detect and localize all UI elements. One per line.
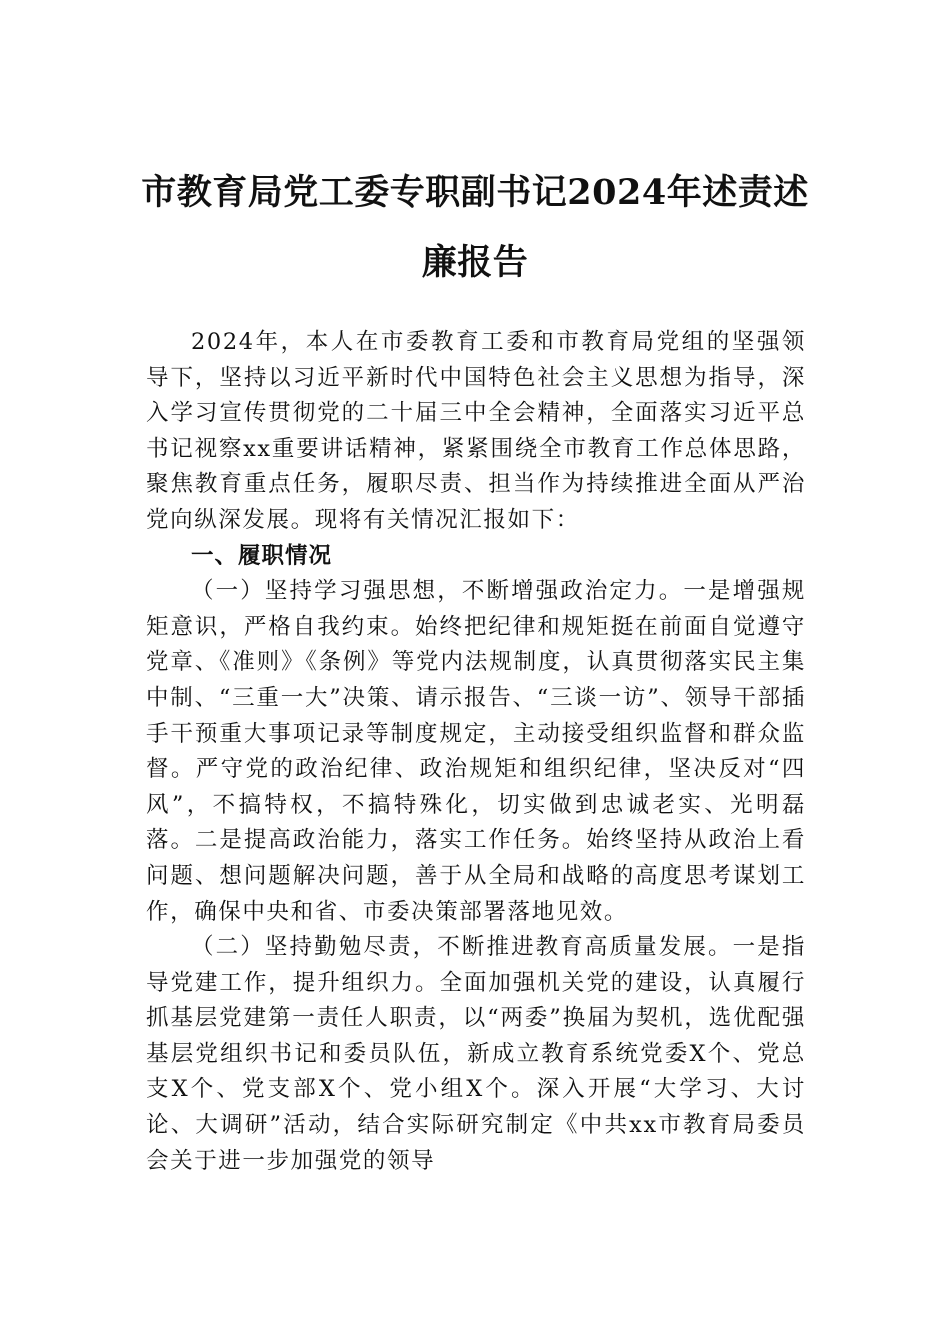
body-paragraph: （一）坚持学习强思想，不断增强政治定力。一是增强规矩意识，严格自我约束。始终把纪律和规矩挺在前面自觉遵守党章、《准则》《条例》等党内法规制度，认真贯彻落实民主集中制、“三重一大”决策、请示报告、“三谈一访”、领导干部插手干预重大事项记录等制度规定，主动接受组织监督和群众监督。严守党的政治纪律、政治规矩和组织纪律，坚决反对“四风”，不搞特权，不搞特殊化，切实做到忠诚老实、光明磊落。二是提高政治能力，落实工作任务。始终坚持从政治上看问题、想问题解决问题，善于从全局和战略的高度思考谋划工作，确保中央和省、市委决策部署落地见效。 (146, 578, 806, 925)
section-heading: 一、履职情况 (191, 542, 333, 569)
document-body (146, 325, 806, 1179)
intro-paragraph: 2024年，本人在市委教育工委和市教育局党组的坚强领导下，坚持以习近平新时代中国特色社会主义思想为指导，深入学习宣传贯彻党的二十届三中全会精神，全面落实习近平总书记视察xx重要讲话精神，紧紧围绕全市教育工作总体思路，聚焦教育重点任务，履职尽责、担当作为持续推进全面从严治党向纵深发展。现将有关情况汇报如下： (146, 329, 806, 533)
body-paragraph: （二）坚持勤勉尽责，不断推进教育高质量发展。一是指导党建工作，提升组织力。全面加强机关党的建设，认真履行抓基层党建第一责任人职责，以“两委”换届为契机，选优配强基层党组织书记和委员队伍，新成立教育系统党委X个、党总支X个、党支部X个、党小组X个。深入开展“大学习、大讨论、大调研”活动，结合实际研究制定《中共xx市教育局委员会关于进一步加强党的领导 (146, 934, 806, 1174)
document-title: 市教育局党工委专职副书记2024年述责述廉报告 (141, 172, 809, 283)
